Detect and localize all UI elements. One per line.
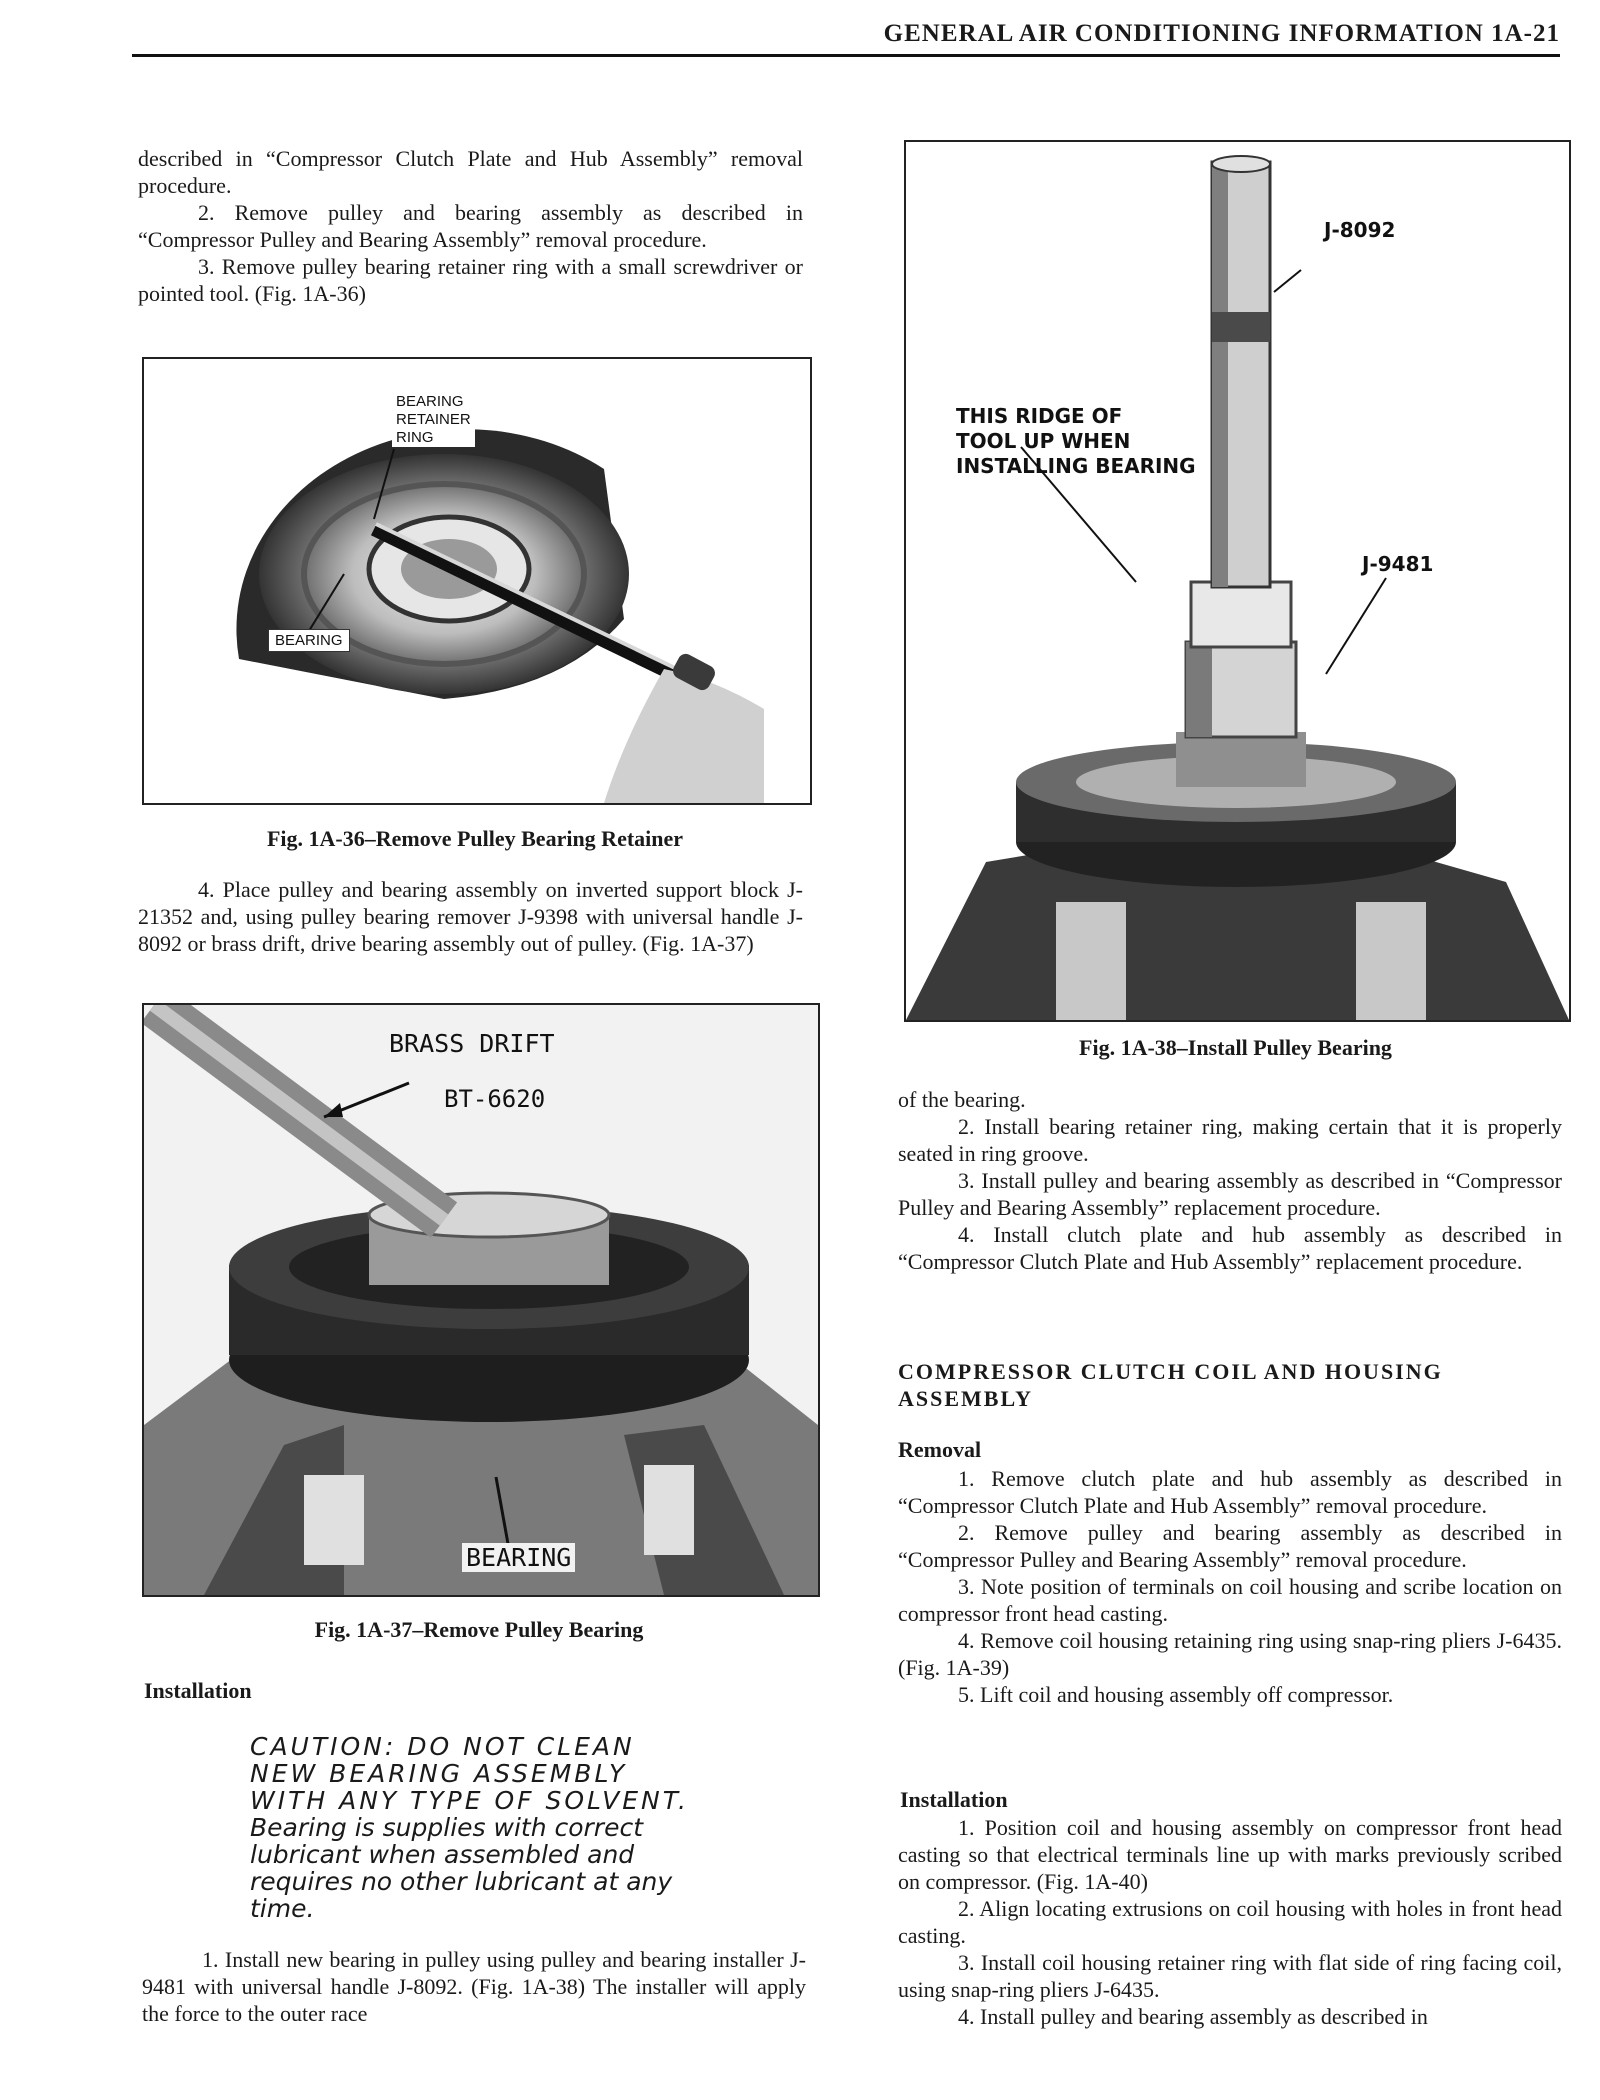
label-bearing: BEARING: [268, 629, 350, 652]
paragraph: 4. Install pulley and bearing assembly as described in: [958, 2004, 1428, 2029]
paragraph: described in “Compressor Clutch Plate and Hub Assembly” removal procedure.: [138, 146, 803, 198]
label-ridge-note: THIS RIDGE OF TOOL UP WHEN INSTALLING BEARING: [956, 404, 1196, 478]
installation-heading: Installation: [900, 1787, 1008, 1812]
label-j-9481: J-9481: [1362, 552, 1434, 576]
caution-note: CAUTION: DO NOT CLEAN NEW BEARING ASSEMBLY WITH ANY TYPE OF SOLVENT. Bearing is supplies with correct lubricant when assembled and requires no other lubricant at any time.: [250, 1732, 690, 1923]
paragraph: 5. Lift coil and housing assembly off compressor.: [958, 1682, 1394, 1707]
figure-caption: Fig. 1A-36–Remove Pulley Bearing Retainer: [266, 826, 684, 851]
figure-1a-36: [142, 357, 812, 805]
paragraph: 2. Align locating extrusions on coil housing with holes in front head casting.: [898, 1896, 1562, 1948]
installation-heading: Installation: [144, 1678, 252, 1703]
bearing-installer-photo: [906, 142, 1569, 1020]
paragraph: 4. Install clutch plate and hub assembly as described in “Compressor Clutch Plate and Hub Assembly” replacement procedure.: [898, 1222, 1562, 1274]
paragraph: 4. Place pulley and bearing assembly on inverted support block J-21352 and, using pulley bearing remover J-9398 with universal handle J-8092 or brass drift, drive bearing assembly out of pulley. (Fig. 1A-37): [138, 877, 803, 956]
figure-1a-38: [904, 140, 1571, 1022]
removal-steps: [898, 1465, 1562, 1708]
paragraph: 1. Position coil and housing assembly on compressor front head casting so that electrical terminals line up with marks previously scribed on compressor. (Fig. 1A-40): [898, 1815, 1562, 1894]
paragraph: 2. Remove pulley and bearing assembly as described in “Compressor Pulley and Bearing Assembly” removal procedure.: [138, 200, 803, 252]
figure-caption: Fig. 1A-37–Remove Pulley Bearing: [314, 1617, 644, 1642]
paragraph: 2. Remove pulley and bearing assembly as described in “Compressor Pulley and Bearing Assembly” removal procedure.: [898, 1520, 1562, 1572]
header-rule: [132, 54, 1560, 57]
paragraph: 1. Install new bearing in pulley using pulley and bearing installer J-9481 with universal handle J-8092. (Fig. 1A-38) The installer will apply the force to the outer race: [142, 1947, 806, 2026]
paragraph: 2. Install bearing retainer ring, making certain that it is properly seated in ring groove.: [898, 1114, 1562, 1166]
removal-heading: Removal: [898, 1437, 982, 1462]
label-bearing: BEARING: [462, 1543, 575, 1572]
paragraph: 3. Remove pulley bearing retainer ring with a small screwdriver or pointed tool. (Fig. 1A-36): [138, 254, 803, 306]
label-brass-drift: BRASS DRIFT: [389, 1029, 555, 1058]
paragraph: 3. Note position of terminals on coil housing and scribe location on compressor front head casting.: [898, 1574, 1562, 1626]
left-install-step1: [142, 1946, 806, 2027]
label-bearing-retainer-ring: BEARING RETAINER RING: [392, 393, 475, 447]
page-header: GENERAL AIR CONDITIONING INFORMATION 1A-21: [883, 20, 1560, 47]
label-j-8092: J-8092: [1324, 218, 1396, 242]
installation-steps: [898, 1814, 1562, 2030]
section-title: COMPRESSOR CLUTCH COIL AND HOUSING ASSEMBLY: [898, 1359, 1443, 1411]
paragraph: 3. Install coil housing retainer ring with flat side of ring facing coil, using snap-ring pliers J-6435.: [898, 1950, 1562, 2002]
paragraph: of the bearing.: [898, 1087, 1026, 1112]
pulley-retainer-photo: [144, 359, 810, 803]
paragraph: 1. Remove clutch plate and hub assembly as described in “Compressor Clutch Plate and Hub Assembly” removal procedure.: [898, 1466, 1562, 1518]
left-step4: [138, 876, 803, 957]
paragraph: 3. Install pulley and bearing assembly as described in “Compressor Pulley and Bearing Assembly” replacement procedure.: [898, 1168, 1562, 1220]
paragraph: 4. Remove coil housing retaining ring using snap-ring pliers J-6435. (Fig. 1A-39): [898, 1628, 1562, 1680]
label-tool-code: BT-6620: [444, 1085, 546, 1113]
right-install-steps: [898, 1086, 1562, 1275]
figure-caption: Fig. 1A-38–Install Pulley Bearing: [1079, 1035, 1392, 1060]
figure-1a-37: [142, 1003, 820, 1597]
left-intro: [138, 145, 803, 307]
